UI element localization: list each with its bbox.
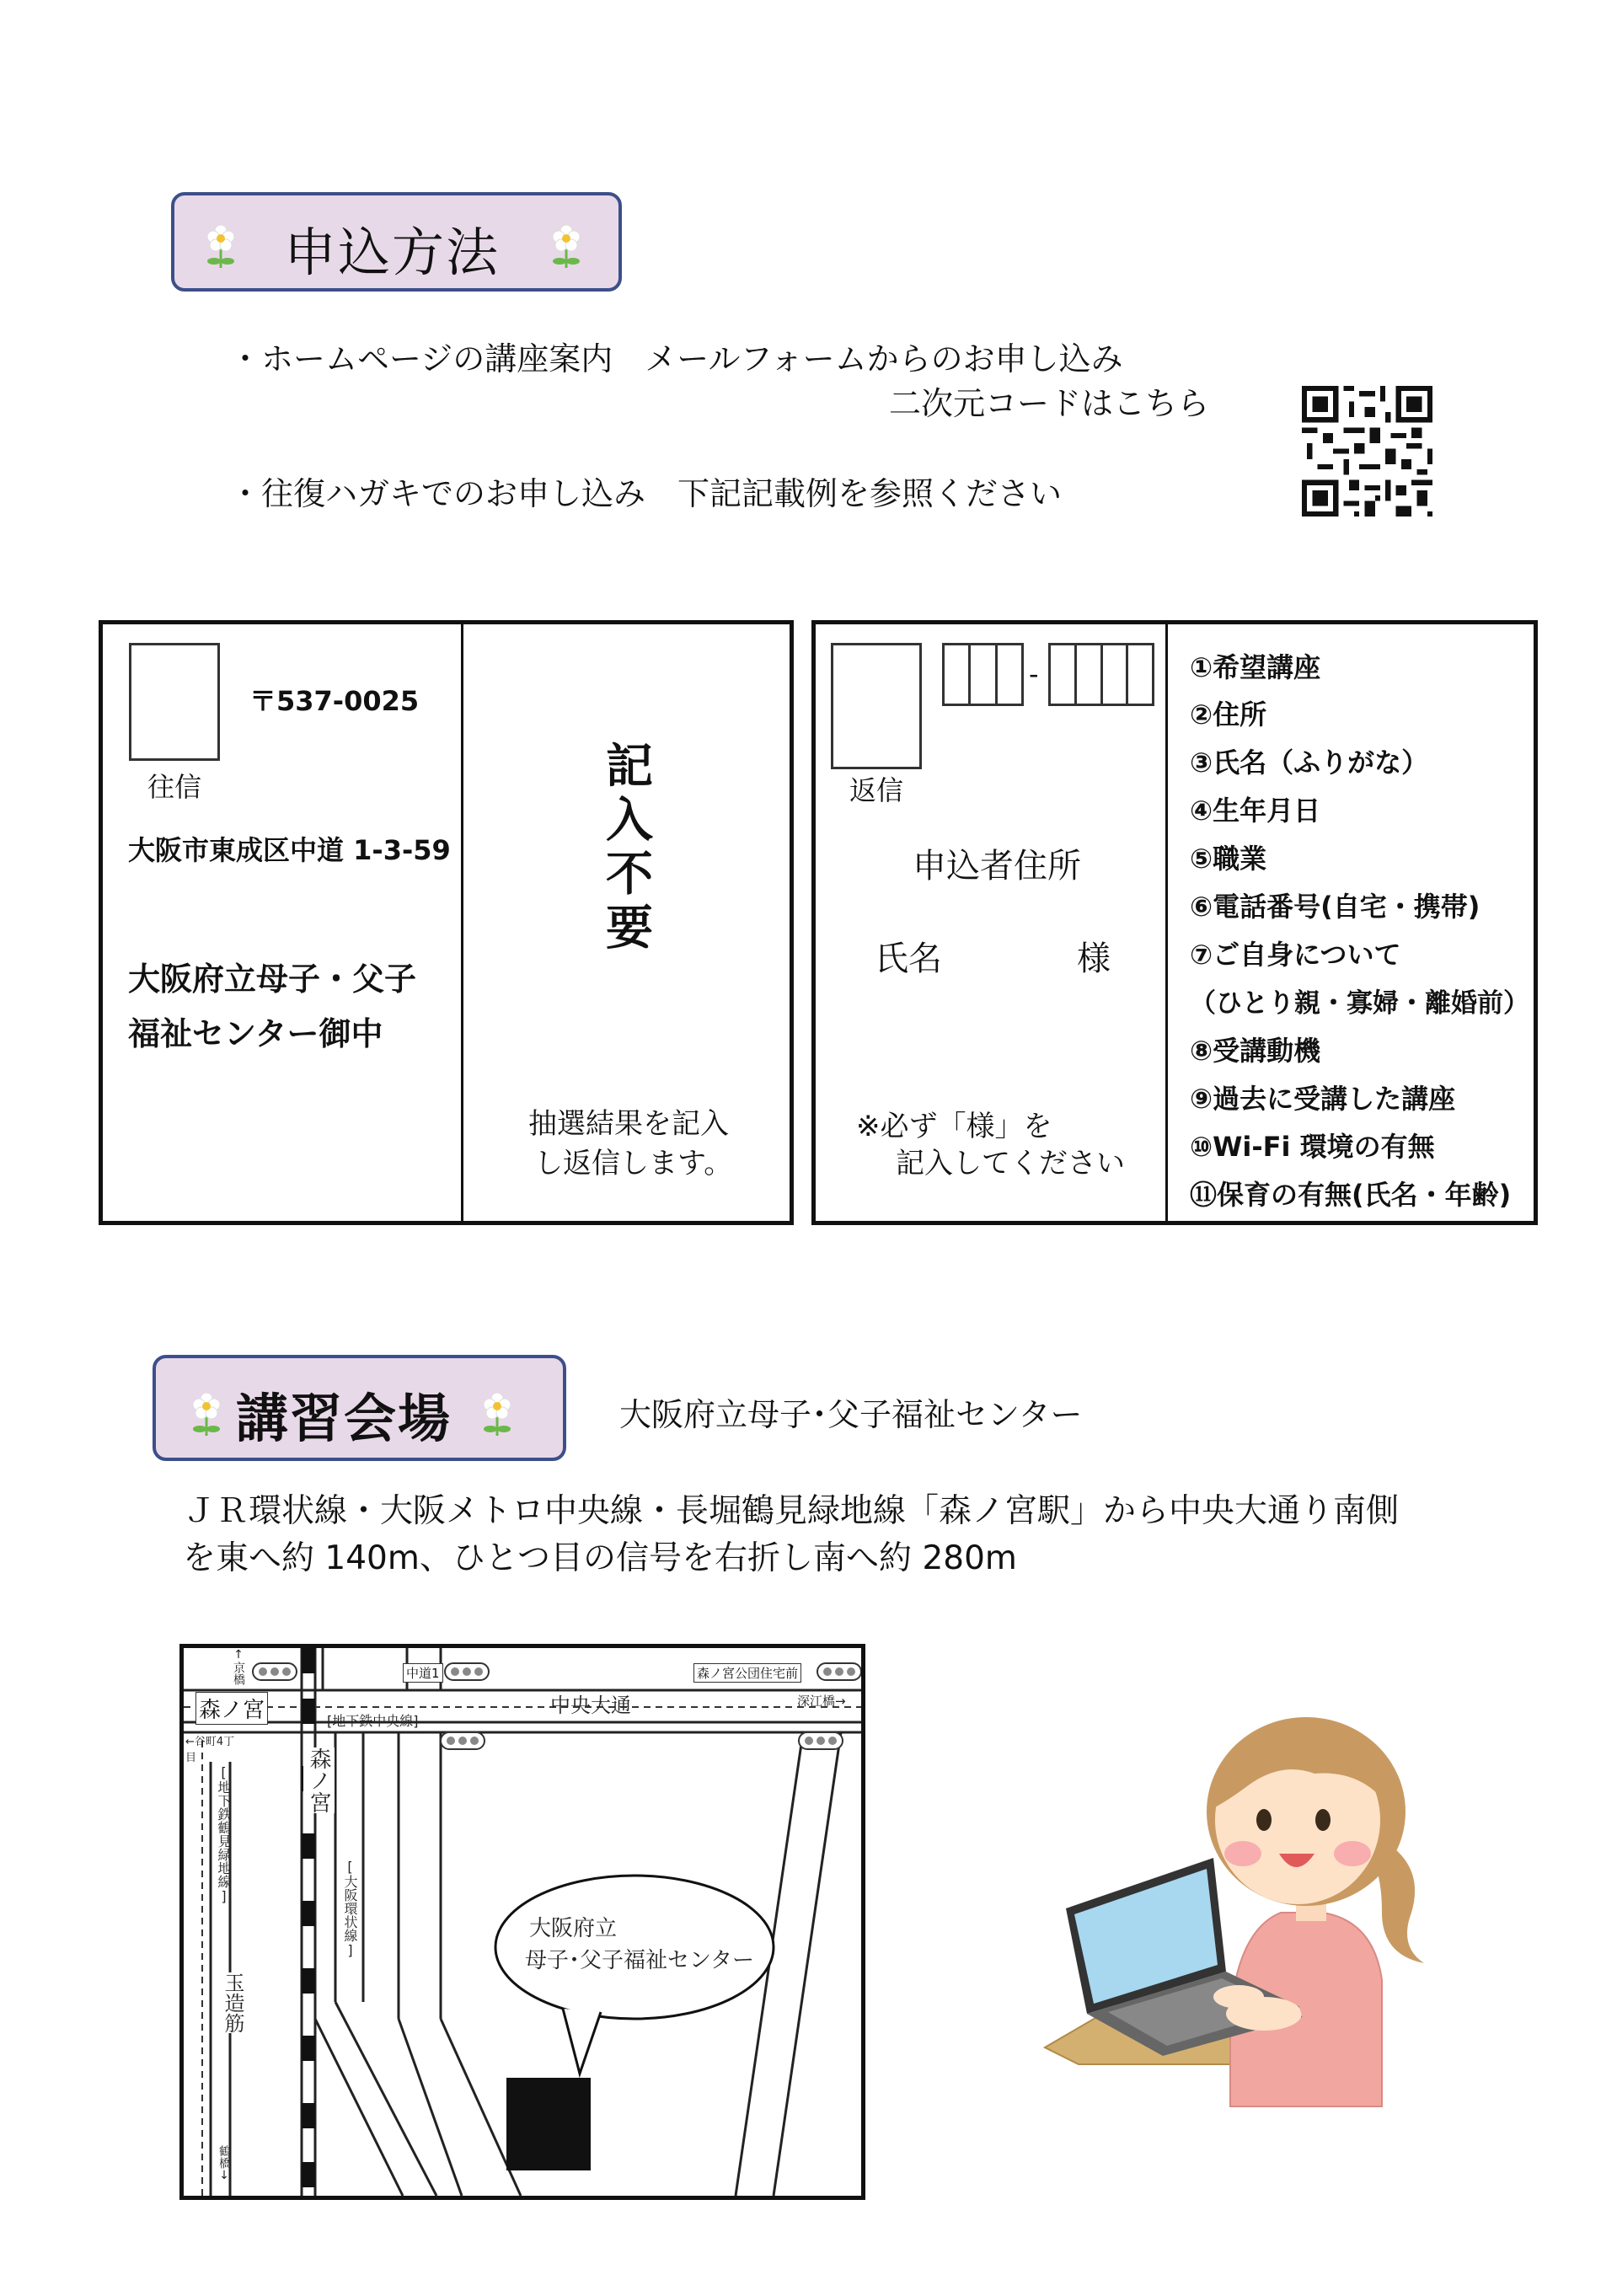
postal-code: 〒537-0025 bbox=[249, 685, 420, 717]
center-address: 大阪市東成区中道 1-3-59 bbox=[128, 834, 451, 866]
lottery-note-line-2: し返信します。 bbox=[534, 1147, 733, 1180]
center-label-line-1: 大阪府立 bbox=[529, 1916, 618, 1941]
postcard-divider bbox=[461, 624, 463, 1221]
sama-note-line-1: ※必ず「様」を bbox=[856, 1110, 1052, 1143]
tamatsukuri-suji-label: 玉造筋 bbox=[218, 1972, 248, 2033]
loop-line-label: [大阪環状線] bbox=[342, 1859, 358, 1958]
zip-code-boxes-first bbox=[942, 643, 1024, 706]
kyobashi-label: ↑京橋 bbox=[232, 1648, 245, 1685]
directions-line-2: を東へ約 140m、ひとつ目の信号を右折し南へ約 280m bbox=[183, 1539, 1017, 1577]
flower-icon bbox=[480, 1390, 514, 1437]
applicant-address-label: 申込者住所 bbox=[913, 847, 1081, 886]
morinomiya-koudan-label: 森ノ宮公団住宅前 bbox=[693, 1663, 801, 1683]
center-label-line-2: 母子･父子福祉センター bbox=[525, 1948, 754, 1973]
access-map bbox=[179, 1644, 865, 2200]
chudo1-label: 中道1 bbox=[403, 1663, 443, 1683]
list-item: ⑦ご自身について bbox=[1190, 939, 1401, 971]
tsuruhashi-label: 鶴橋↓ bbox=[217, 2145, 231, 2182]
outbound-postcard bbox=[99, 620, 794, 1225]
directions-line-1: ＪＲ環状線・大阪メトロ中央線・長堀鶴見緑地線「森ノ宮駅」から中央大通り南側 bbox=[183, 1492, 1400, 1530]
subway-chuo-line-label: [地下鉄中央線] bbox=[327, 1713, 419, 1729]
venue-name: 大阪府立母子･父子福祉センター bbox=[619, 1396, 1083, 1433]
venue-header bbox=[153, 1355, 566, 1461]
list-item: ⑥電話番号(自宅・携帯) bbox=[1190, 891, 1480, 923]
list-item: （ひとり親・寡婦・離婚前） bbox=[1190, 988, 1529, 1019]
morinomiya-station-label: 森ノ宮 bbox=[303, 1747, 335, 1813]
qr-code[interactable] bbox=[1302, 386, 1432, 516]
zip-code-boxes-second bbox=[1048, 643, 1154, 706]
venue-title: 講習会場 bbox=[236, 1388, 452, 1449]
application-method-header bbox=[171, 192, 622, 292]
flower-icon bbox=[549, 222, 583, 270]
nagahori-line-label: [地下鉄鶴見緑地線] bbox=[216, 1764, 232, 1904]
homepage-application-text: ・ホームページの講座案内 メールフォームからのお申し込み bbox=[229, 340, 1123, 377]
map-roads bbox=[184, 1648, 861, 2196]
stamp-label: 返信 bbox=[849, 774, 904, 806]
chuo-odori-label: 中央大通 bbox=[550, 1694, 631, 1717]
zip-dash: - bbox=[1029, 658, 1039, 690]
list-item: ⑨過去に受講した講座 bbox=[1190, 1083, 1456, 1115]
fukaebashi-label: 深江橋→ bbox=[797, 1694, 846, 1709]
woman-with-laptop-illustration bbox=[1028, 1694, 1466, 2132]
morinomiya-label: 森ノ宮 bbox=[195, 1692, 268, 1725]
recipient-line-1: 大阪府立母子・父子 bbox=[128, 961, 417, 998]
tanimachi-label: ←谷町4丁目 bbox=[185, 1736, 235, 1764]
flower-icon bbox=[190, 1390, 223, 1437]
application-method-title: 申込方法 bbox=[284, 222, 501, 283]
stamp-label: 往信 bbox=[147, 771, 202, 803]
list-item: ⑪保育の有無(氏名・年齢) bbox=[1190, 1179, 1512, 1211]
list-item: ⑧受講動機 bbox=[1190, 1035, 1321, 1067]
list-item: ③氏名（ふりがな） bbox=[1190, 747, 1429, 779]
recipient-line-2: 福祉センター御中 bbox=[128, 1015, 383, 1052]
qr-code-caption: 二次元コードはこちら bbox=[889, 385, 1210, 422]
list-item: ①希望講座 bbox=[1190, 651, 1321, 683]
flower-icon bbox=[204, 222, 238, 270]
postcard-application-text: ・往復ハガキでのお申し込み 下記記載例を参照ください bbox=[229, 475, 1063, 512]
list-item: ④生年月日 bbox=[1190, 795, 1321, 827]
stamp-box bbox=[129, 643, 220, 761]
sama-note-line-2: 記入してください bbox=[896, 1147, 1125, 1180]
list-item: ②住所 bbox=[1190, 698, 1267, 731]
stamp-box bbox=[831, 643, 922, 769]
lottery-note-line-1: 抽選結果を記入 bbox=[528, 1107, 729, 1141]
postcard-divider bbox=[1165, 624, 1168, 1221]
no-entry-text: 記入不要 bbox=[598, 741, 653, 956]
name-label: 氏名 bbox=[875, 939, 942, 978]
list-item: ⑩Wi-Fi 環境の有無 bbox=[1190, 1131, 1435, 1163]
sama-label: 様 bbox=[1077, 939, 1111, 978]
list-item: ⑤職業 bbox=[1190, 843, 1267, 875]
